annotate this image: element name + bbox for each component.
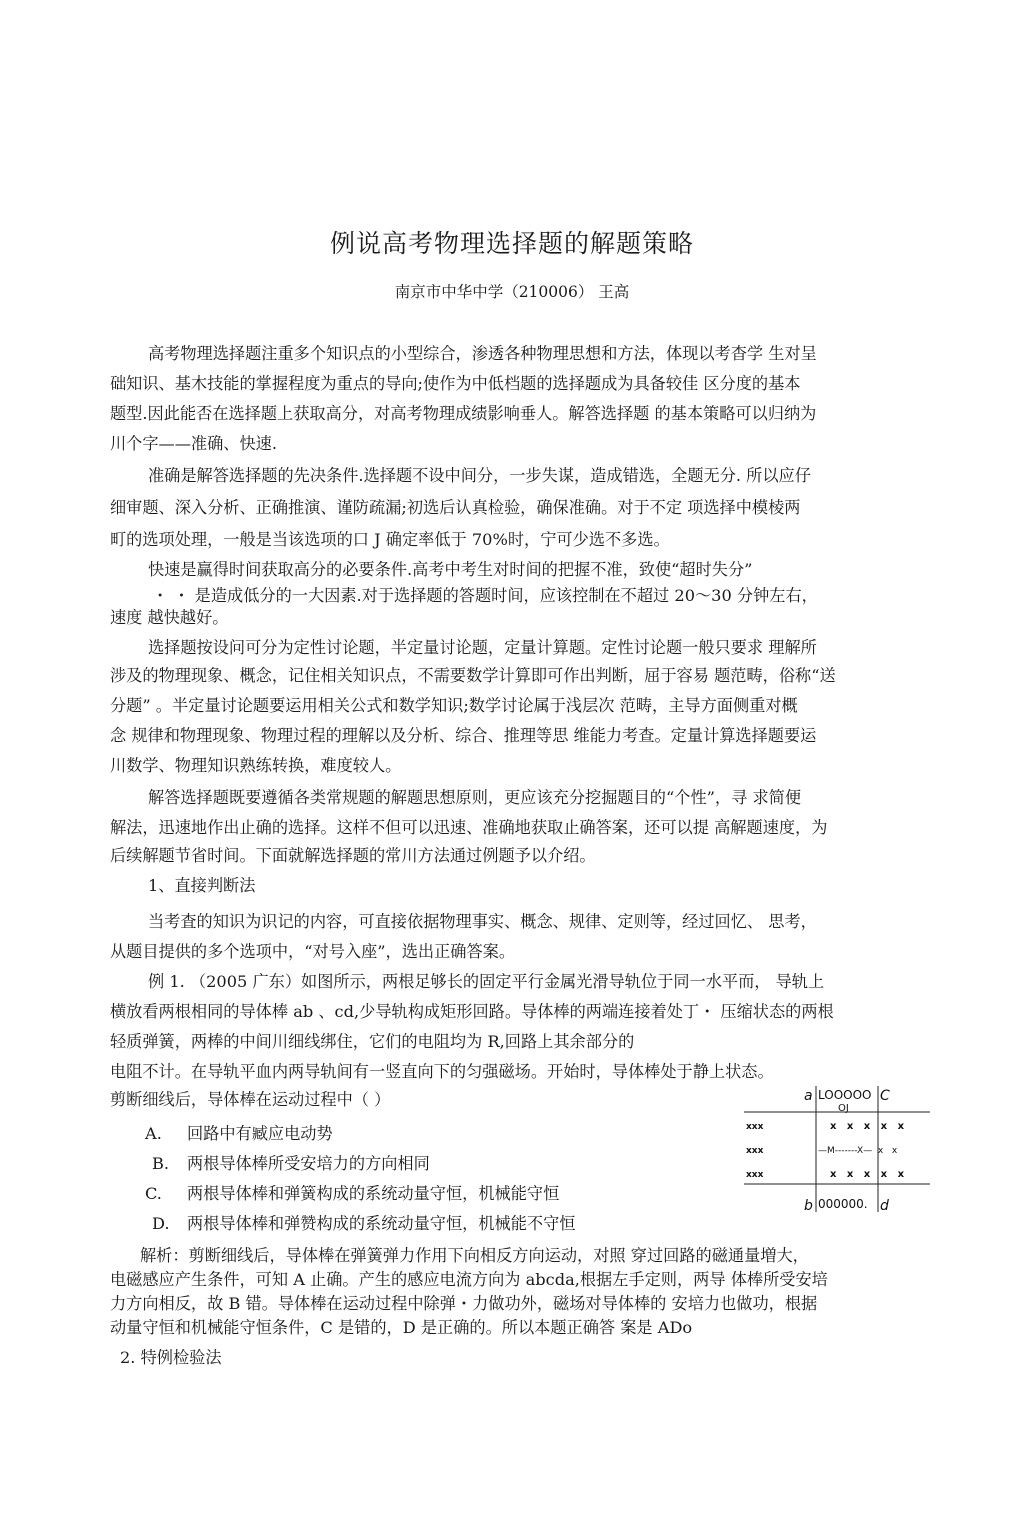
example-line: 轻质弹簧，两棒的中间川细线绑住，它们的电阻均为 R,回路上其余部分的 — [110, 1032, 635, 1051]
field-mark: xxx — [746, 1122, 764, 1132]
analysis-line: 解析：剪断细线后，导体棒在弹簧弹力作用下向相反方向运动，对照 穿过回路的磁通量増大， — [140, 1246, 809, 1265]
label-d: d — [880, 1198, 889, 1214]
paragraph-line: 选择题按设问可分为定性讨论题，半定量讨论题，定量计算题。定性讨论题一般只要求 理解所 — [148, 638, 817, 657]
paragraph-line: ・ ・ 是造成低分的一大因素.对于选择题的答题时间，应该控制在不超过 20～30 分钟左右， — [152, 586, 818, 605]
label-b: b — [804, 1198, 813, 1214]
paragraph-line: 从题目提供的多个选项中，“对号入座”，选出正确答案。 — [110, 942, 516, 961]
example-line: 例 1. （2005 广东）如图所示，两根足够长的固定平行金属光滑导轨位于同一水平而， 导轨上 — [148, 972, 825, 991]
paragraph-line: 解法，迅速地作出止确的选择。这样不但可以迅速、准确地获取止确答案，还可以提 高解题速度，为 — [110, 818, 828, 837]
option-text: 两根导体棒和弹赞构成的系统动量守恒，机械能不守恒 — [187, 1214, 576, 1233]
analysis-line: 动量守恒和机械能守恒条件，C 是错的，D 是正确的。所以本题正确答 案是 ADo — [110, 1318, 693, 1337]
author-line: 南京市中华中学（210006） 王高 — [394, 283, 630, 301]
example-line: 电阻不计。在导轨平血内两导轨间有一竖直向下的匀强磁场。开始时，导体棒处于静上状态。 — [110, 1062, 774, 1081]
option-label: C. — [145, 1184, 162, 1203]
paragraph-line: 后续解题节省时间。下面就解选择题的常川方法通过例题予以介绍。 — [110, 846, 596, 865]
top-spring-sub: OJ — [838, 1103, 849, 1114]
paragraph-line: 速度 越快越好。 — [110, 608, 229, 627]
paragraph-line: 町的选项处理，一般是当该选项的口 J 确定率低于 70%时，宁可少选不多选。 — [110, 530, 670, 549]
option-c — [145, 1180, 559, 1204]
option-text: 两根导体棒和弹簧构成的系统动量守恒，机械能守恒 — [187, 1184, 560, 1203]
paragraph-line: 解答选择题既要遵循各类常规题的解题思想原则，更应该充分挖掘题目的“个性”，寻 求简便 — [148, 788, 802, 807]
option-text: 回路中有臧应电动势 — [187, 1124, 333, 1143]
paragraph-line: 念 规律和物理现象、物理过程的理解以及分析、综合、推理等思 维能力考查。定量计算选择题要运 — [110, 726, 817, 745]
option-d — [152, 1210, 576, 1234]
option-b — [152, 1150, 430, 1174]
paragraph-line: 分题” 。半定量讨论题要运用相关公式和数学知识;数学讨论属于浅层次 范畴，主导方面侧重对概 — [110, 696, 798, 715]
paragraph-line: 涉及的物理现象、概念，记住相关知识点，不需要数学计算即可作出判断，屈于容易 题范畴，俗称“送 — [110, 666, 836, 685]
section-heading: 2. 特例检验法 — [120, 1348, 222, 1367]
analysis-line: 电磁感应产生条件，可知 A 止确。产生的感应电流方向为 abcda,根据左手定则，两导 体棒所受安培 — [110, 1270, 828, 1289]
rail-figure — [744, 1082, 930, 1218]
paragraph-line: 高考物理选择题注重多个知识点的小型综合，渗透各种物理思想和方法，体现以考杳学 生对呈 — [148, 344, 817, 363]
rail-diagram — [744, 1082, 930, 1218]
option-label: A. — [145, 1124, 162, 1143]
bottom-spring: 000000. — [818, 1197, 868, 1211]
top-spring: LOOOOO — [818, 1088, 872, 1102]
option-label: D. — [152, 1214, 170, 1233]
paragraph-line: 题型.因此能否在选择题上获取高分，对高考物理成绩影响垂人。解答选择题 的基本策略可以归纳为 — [110, 404, 817, 423]
field-row: x x x x x — [830, 1169, 905, 1180]
paragraph-line: 川数学、物理知识熟练转换，难度较人。 — [110, 756, 402, 775]
section-heading: 1、直接判断法 — [148, 876, 256, 895]
paragraph-line: 川个字——准确、快速. — [110, 434, 278, 453]
label-a: a — [804, 1088, 813, 1104]
paragraph-line: 当考査的知识为识记的内容，可直接依据物理事实、概念、规律、定则等，经过回忆、 思考， — [148, 912, 817, 931]
paragraph-line: 快速是赢得时间获取高分的必要条件.高考中考生对时间的把握不准，致使“超时失分” — [148, 560, 753, 579]
label-c: C — [880, 1088, 890, 1104]
option-label: B. — [152, 1154, 170, 1173]
example-line: 横放看两根相同的导体棒 ab 、cd,少导轨构成矩形回路。导体棒的两端连接着处丁・ 压缩状态的两根 — [110, 1002, 834, 1021]
article-title: 例说高考物理选择题的解题策略 — [329, 229, 694, 258]
paragraph-line: 细审题、深入分析、正确推演、谨防疏漏;初选后认真检验，确保准确。对于不定 项选择中模棱两 — [110, 498, 801, 517]
paragraph-line: 准确是解答选择题的先决条件.选择题不设中间分，一步失谋，造成错选，全题无分. 所以应仔 — [148, 466, 811, 485]
option-text: 两根导体棒所受安培力的方向相同 — [187, 1154, 430, 1173]
analysis-line: 力方向相反，故 B 错。导体棒在运动过程中除弹・力做功外，磁场对导体棒的 安培力也做功，根据 — [110, 1294, 818, 1313]
example-line: 剪断细线后，导体棒在运动过程中（ ） — [110, 1090, 391, 1109]
field-mark: xxx — [746, 1170, 764, 1180]
field-mark: xxx — [746, 1146, 764, 1156]
field-row-thread: —M-------X— x x — [818, 1146, 898, 1156]
option-a — [145, 1120, 333, 1144]
paragraph-line: 础知识、基木技能的掌握程度为重点的导向;使作为中低档题的选择题成为具备较佳 区分度的基本 — [110, 374, 801, 393]
field-row: x x x x x — [830, 1121, 905, 1132]
